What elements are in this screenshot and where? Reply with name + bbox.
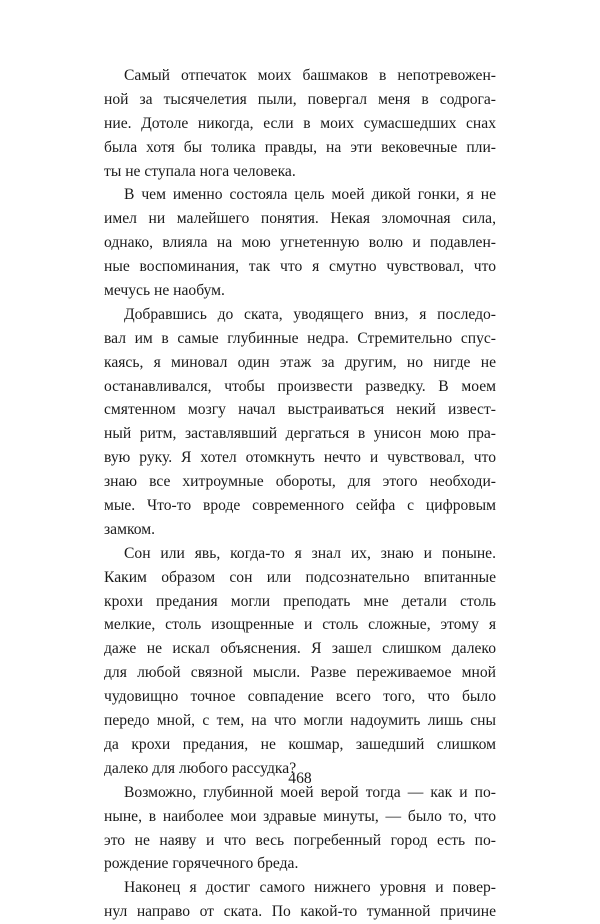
text-line: замком.	[104, 520, 155, 538]
text-line: крохи предания могли преподать мне детали столь	[104, 592, 496, 610]
page-number: 468	[288, 770, 312, 787]
text-line: Возможно, глубинной моей верой тогда — как и по-	[124, 783, 496, 801]
text-line: ный ритм, заставлявший дергаться в унисон мою пра-	[104, 425, 496, 443]
text-line: Сон или явь, когда-то я знал их, знаю и поныне.	[124, 544, 496, 562]
text-line: для любой связной мысли. Разве переживаемое мной	[104, 664, 496, 682]
text-line: рождение горячечного бреда.	[104, 855, 299, 873]
text-line: Наконец я достиг самого нижнего уровня и повер-	[124, 879, 496, 897]
text-line: даже не искал объяснения. Я зашел слишком далеко	[104, 640, 496, 658]
text-line: В чем именно состояла цель моей дикой гонки, я не	[124, 186, 496, 204]
text-line: да крохи предания, не кошмар, зашедший слишком	[104, 735, 496, 753]
text-line: ные воспоминания, так что я смутно чувствовал, что	[104, 258, 496, 276]
text-line: была хотя бы толика правды, на эти вековечные пли-	[104, 138, 496, 156]
text-line: ной за тысячелетия пыли, повергал меня в содрога-	[104, 90, 496, 108]
text-line: ныне, в наиболее мои здравые минуты, — было то, что	[104, 807, 496, 825]
page-text	[104, 64, 496, 924]
text-line: Добравшись до ската, уводящего вниз, я последо-	[124, 305, 496, 323]
text-line: останавливался, чтобы произвести разведку. В моем	[104, 377, 496, 395]
text-line: мые. Что-то вроде современного сейфа с цифровым	[104, 497, 496, 515]
text-line: это не наяву и что весь погребенный город есть по-	[104, 831, 496, 849]
text-line: далеко для любого рассудка?	[104, 759, 297, 777]
text-line: мелкие, столь изощренные и столь сложные, этому я	[104, 616, 496, 634]
text-line: нул направо от ската. По какой-то туманной причине	[104, 903, 496, 921]
text-line: Самый отпечаток моих башмаков в непотревожен-	[124, 67, 496, 84]
text-line: имел ни малейшего понятия. Некая зломочная сила,	[104, 210, 496, 228]
paragraph	[104, 183, 496, 302]
paragraph	[104, 542, 496, 781]
paragraph	[104, 781, 496, 877]
text-line: смятенном мозгу начал выстраиваться некий извест-	[104, 401, 496, 419]
paragraph	[104, 303, 496, 542]
text-line: передо мной, с тем, на что могли надоумить лишь сны	[104, 712, 496, 730]
text-line: вую руку. Я хотел отомкнуть нечто и чувствовал, что	[104, 449, 496, 467]
text-line: чудовищно точное совпадение всего того, что было	[104, 688, 496, 706]
text-line: ты не ступала нога человека.	[104, 162, 296, 180]
text-line: каясь, я миновал один этаж за другим, но нигде не	[104, 353, 496, 371]
text-line: мечусь не наобум.	[104, 282, 225, 300]
text-line: знаю все хитроумные обороты, для этого необходи-	[104, 473, 496, 491]
text-line: ние. Дотоле никогда, если в моих сумасшедших снах	[104, 114, 496, 132]
paragraph	[104, 64, 496, 183]
paragraph	[104, 876, 496, 924]
text-line: однако, влияла на мою угнетенную волю и подавлен-	[104, 234, 496, 252]
text-line: вал им в самые глубинные недра. Стремительно спус-	[104, 329, 496, 347]
text-line: Каким образом сон или подсознательно впитанные	[104, 568, 496, 586]
